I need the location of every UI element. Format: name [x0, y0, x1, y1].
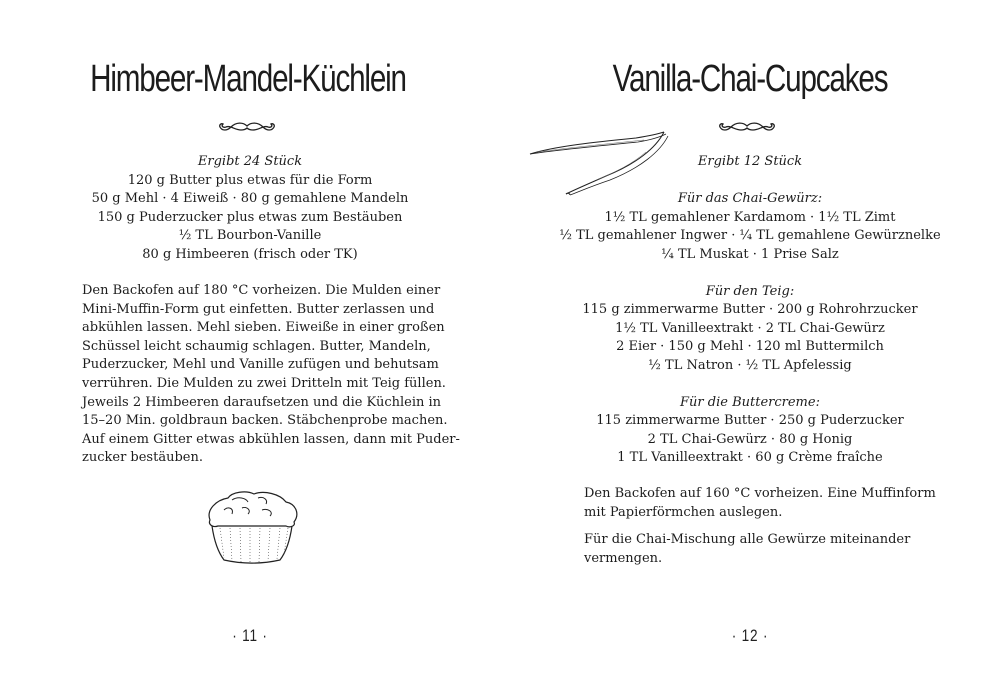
page-number: · 12 · — [731, 626, 769, 645]
ingredient-line: 115 zimmerwarme Butter · 250 g Puderzucker — [596, 413, 904, 428]
instruction-line: verrühren. Die Mulden zu zwei Dritteln mit Teig füllen. — [82, 375, 446, 391]
mustache-ornament-icon — [216, 118, 278, 138]
ingredient-line: 115 g zimmerwarme Butter · 200 g Rohrohrzucker — [582, 302, 918, 317]
ingredient-line: 1½ TL gemahlener Kardamom · 1½ TL Zimt — [604, 209, 896, 225]
ingredient-line: 2 TL Chai-Gewürz · 80 g Honig — [647, 431, 853, 447]
recipe-title: Vanilla-Chai-Cupcakes — [612, 58, 888, 100]
instruction-line: mit Papierförmchen auslegen. — [584, 504, 783, 520]
mustache-ornament-icon — [716, 118, 778, 138]
ingredient-line: ½ TL Bourbon-Vanille — [178, 228, 322, 243]
instruction-line: Mini-Muffin-Form gut einfetten. Butter zerlassen und — [82, 301, 435, 317]
ingredient-line: ½ TL gemahlener Ingwer · ¼ TL gemahlene Gewürznelke — [559, 228, 941, 243]
instruction-line: Jeweils 2 Himbeeren daraufsetzen und die Küchlein in — [82, 394, 442, 410]
ingredient-line: ¼ TL Muskat · 1 Prise Salz — [661, 246, 839, 262]
instructions-paragraph — [584, 531, 910, 568]
instruction-line: zucker bestäuben. — [82, 450, 203, 466]
ingredient-line: 150 g Puderzucker plus etwas zum Bestäuben — [97, 209, 403, 225]
instruction-line: Den Backofen auf 180 °C vorheizen. Die Mulden einer — [82, 283, 441, 298]
ingredients-block — [0, 153, 500, 264]
ingredient-line: 80 g Himbeeren (frisch oder TK) — [142, 246, 358, 262]
section-heading: Für den Teig: — [705, 283, 795, 299]
ingredients-block — [500, 153, 1000, 468]
ingredient-line: 1½ TL Vanilleextrakt · 2 TL Chai-Gewürz — [615, 320, 885, 336]
yield-text: Ergibt 12 Stück — [697, 154, 803, 169]
ingredient-line: 2 Eier · 150 g Mehl · 120 ml Buttermilch — [616, 339, 884, 354]
instructions-paragraph — [82, 282, 460, 468]
page-number: · 11 · — [232, 626, 268, 645]
instruction-line: Auf einem Gitter etwas abkühlen lassen, dann mit Puder- — [82, 431, 460, 447]
right-page — [500, 0, 1000, 697]
muffin-illustration-icon — [202, 488, 302, 568]
instruction-line: Schüssel leicht schaumig schlagen. Butter, Mandeln, — [82, 338, 431, 354]
ingredient-line: ½ TL Natron · ½ TL Apfelessig — [648, 357, 852, 373]
ingredient-line: 50 g Mehl · 4 Eiweiß · 80 g gemahlene Mandeln — [91, 191, 409, 206]
instruction-line: vermengen. — [584, 550, 663, 566]
section-heading: Für die Buttercreme: — [680, 394, 820, 410]
yield-text: Ergibt 24 Stück — [197, 154, 303, 169]
instructions-paragraph — [584, 485, 936, 522]
instruction-line: abkühlen lassen. Mehl sieben. Eiweiße in einer großen — [82, 320, 445, 336]
ingredient-line: 1 TL Vanilleextrakt · 60 g Crème fraîche — [617, 450, 883, 465]
ingredient-line: 120 g Butter plus etwas für die Form — [127, 172, 373, 188]
instruction-line: Den Backofen auf 160 °C vorheizen. Eine Muffinform — [584, 486, 936, 501]
instruction-line: 15–20 Min. goldbraun backen. Stäbchenprobe machen. — [82, 413, 448, 429]
instruction-line: Puderzucker, Mehl und Vanille zufügen und behutsam — [82, 357, 439, 373]
section-heading: Für das Chai-Gewürz: — [677, 191, 823, 206]
instruction-line: Für die Chai-Mischung alle Gewürze miteinander — [584, 532, 911, 547]
recipe-title: Himbeer-Mandel-Küchlein — [90, 58, 406, 100]
